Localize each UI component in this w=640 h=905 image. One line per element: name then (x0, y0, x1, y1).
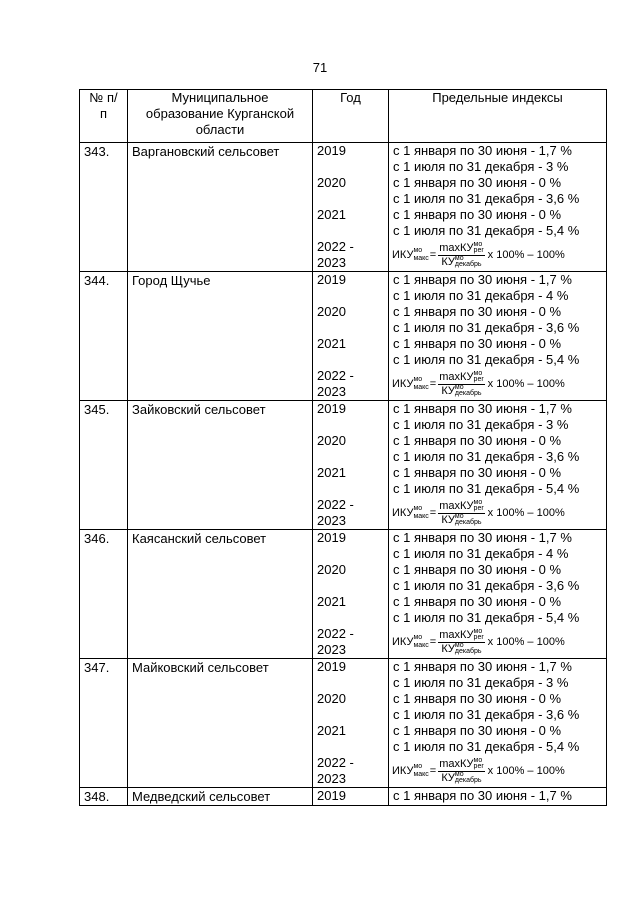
header-municipality: Муниципальное образование Курганской области (128, 90, 313, 143)
indices-table (79, 89, 607, 806)
header-year: Год (313, 90, 389, 143)
index-formula: ИКУ мо макс = maxКУ мо per КУ мо декабрь x 100% – 100% (392, 240, 565, 268)
indices-cell: с 1 января по 30 июня - 1,7 % с 1 июля по 31 декабря - 3 % с 1 января по 30 июня - 0 % с 1 июля по 31 декабря - 3,6 % с 1 января по 30 июня - 0 % с 1 июля по 31 декабря - 5,4 % ИКУ мо макс = maxКУ мо per КУ мо декабрь x 100% – 100% (389, 143, 607, 272)
indices-cell: с 1 января по 30 июня - 1,7 % с 1 июля по 31 декабря - 3 % с 1 января по 30 июня - 0 % с 1 июля по 31 декабря - 3,6 % с 1 января по 30 июня - 0 % с 1 июля по 31 декабря - 5,4 % ИКУ мо макс = maxКУ мо per КУ мо декабрь x 100% – 100% (389, 401, 607, 530)
table-row (80, 659, 607, 788)
index-formula: ИКУ мо макс = maxКУ мо per КУ мо декабрь x 100% – 100% (392, 627, 565, 655)
table-row (80, 530, 607, 659)
municipality-name: Зайковский сельсовет (128, 401, 313, 530)
row-number: 343. (80, 143, 128, 272)
table-row (80, 788, 607, 806)
row-number: 344. (80, 272, 128, 401)
header-num: № п/п (80, 90, 128, 143)
table-row (80, 272, 607, 401)
header-indices: Предельные индексы (389, 90, 607, 143)
year-cell: 2019 (313, 788, 389, 806)
table-row (80, 401, 607, 530)
year-cell: 2019 2020 2021 2022 - 2023 (313, 659, 389, 788)
row-number: 345. (80, 401, 128, 530)
indices-cell: с 1 января по 30 июня - 1,7 % с 1 июля по 31 декабря - 4 % с 1 января по 30 июня - 0 % с 1 июля по 31 декабря - 3,6 % с 1 января по 30 июня - 0 % с 1 июля по 31 декабря - 5,4 % ИКУ мо макс = maxКУ мо per КУ мо декабрь x 100% – 100% (389, 272, 607, 401)
municipality-name: Каясанский сельсовет (128, 530, 313, 659)
municipality-name: Варгановский сельсовет (128, 143, 313, 272)
table-row (80, 143, 607, 272)
index-formula: ИКУ мо макс = maxКУ мо per КУ мо декабрь x 100% – 100% (392, 369, 565, 397)
year-cell: 2019 2020 2021 2022 - 2023 (313, 272, 389, 401)
year-cell: 2019 2020 2021 2022 - 2023 (313, 143, 389, 272)
year-cell: 2019 2020 2021 2022 - 2023 (313, 401, 389, 530)
index-formula: ИКУ мо макс = maxКУ мо per КУ мо декабрь x 100% – 100% (392, 498, 565, 526)
row-number: 346. (80, 530, 128, 659)
table-header-row (80, 90, 607, 143)
row-number: 348. (80, 788, 128, 806)
indices-cell: с 1 января по 30 июня - 1,7 % с 1 июля по 31 декабря - 3 % с 1 января по 30 июня - 0 % с 1 июля по 31 декабря - 3,6 % с 1 января по 30 июня - 0 % с 1 июля по 31 декабря - 5,4 % ИКУ мо макс = maxКУ мо per КУ мо декабрь x 100% – 100% (389, 659, 607, 788)
municipality-name: Майковский сельсовет (128, 659, 313, 788)
row-number: 347. (80, 659, 128, 788)
municipality-name: Медведский сельсовет (128, 788, 313, 806)
indices-cell: с 1 января по 30 июня - 1,7 % с 1 июля по 31 декабря - 4 % с 1 января по 30 июня - 0 % с 1 июля по 31 декабря - 3,6 % с 1 января по 30 июня - 0 % с 1 июля по 31 декабря - 5,4 % ИКУ мо макс = maxКУ мо per КУ мо декабрь x 100% – 100% (389, 530, 607, 659)
year-cell: 2019 2020 2021 2022 - 2023 (313, 530, 389, 659)
indices-cell: с 1 января по 30 июня - 1,7 % (389, 788, 607, 806)
index-formula: ИКУ мо макс = maxКУ мо per КУ мо декабрь x 100% – 100% (392, 756, 565, 784)
page-number: 71 (312, 60, 328, 75)
municipality-name: Город Щучье (128, 272, 313, 401)
